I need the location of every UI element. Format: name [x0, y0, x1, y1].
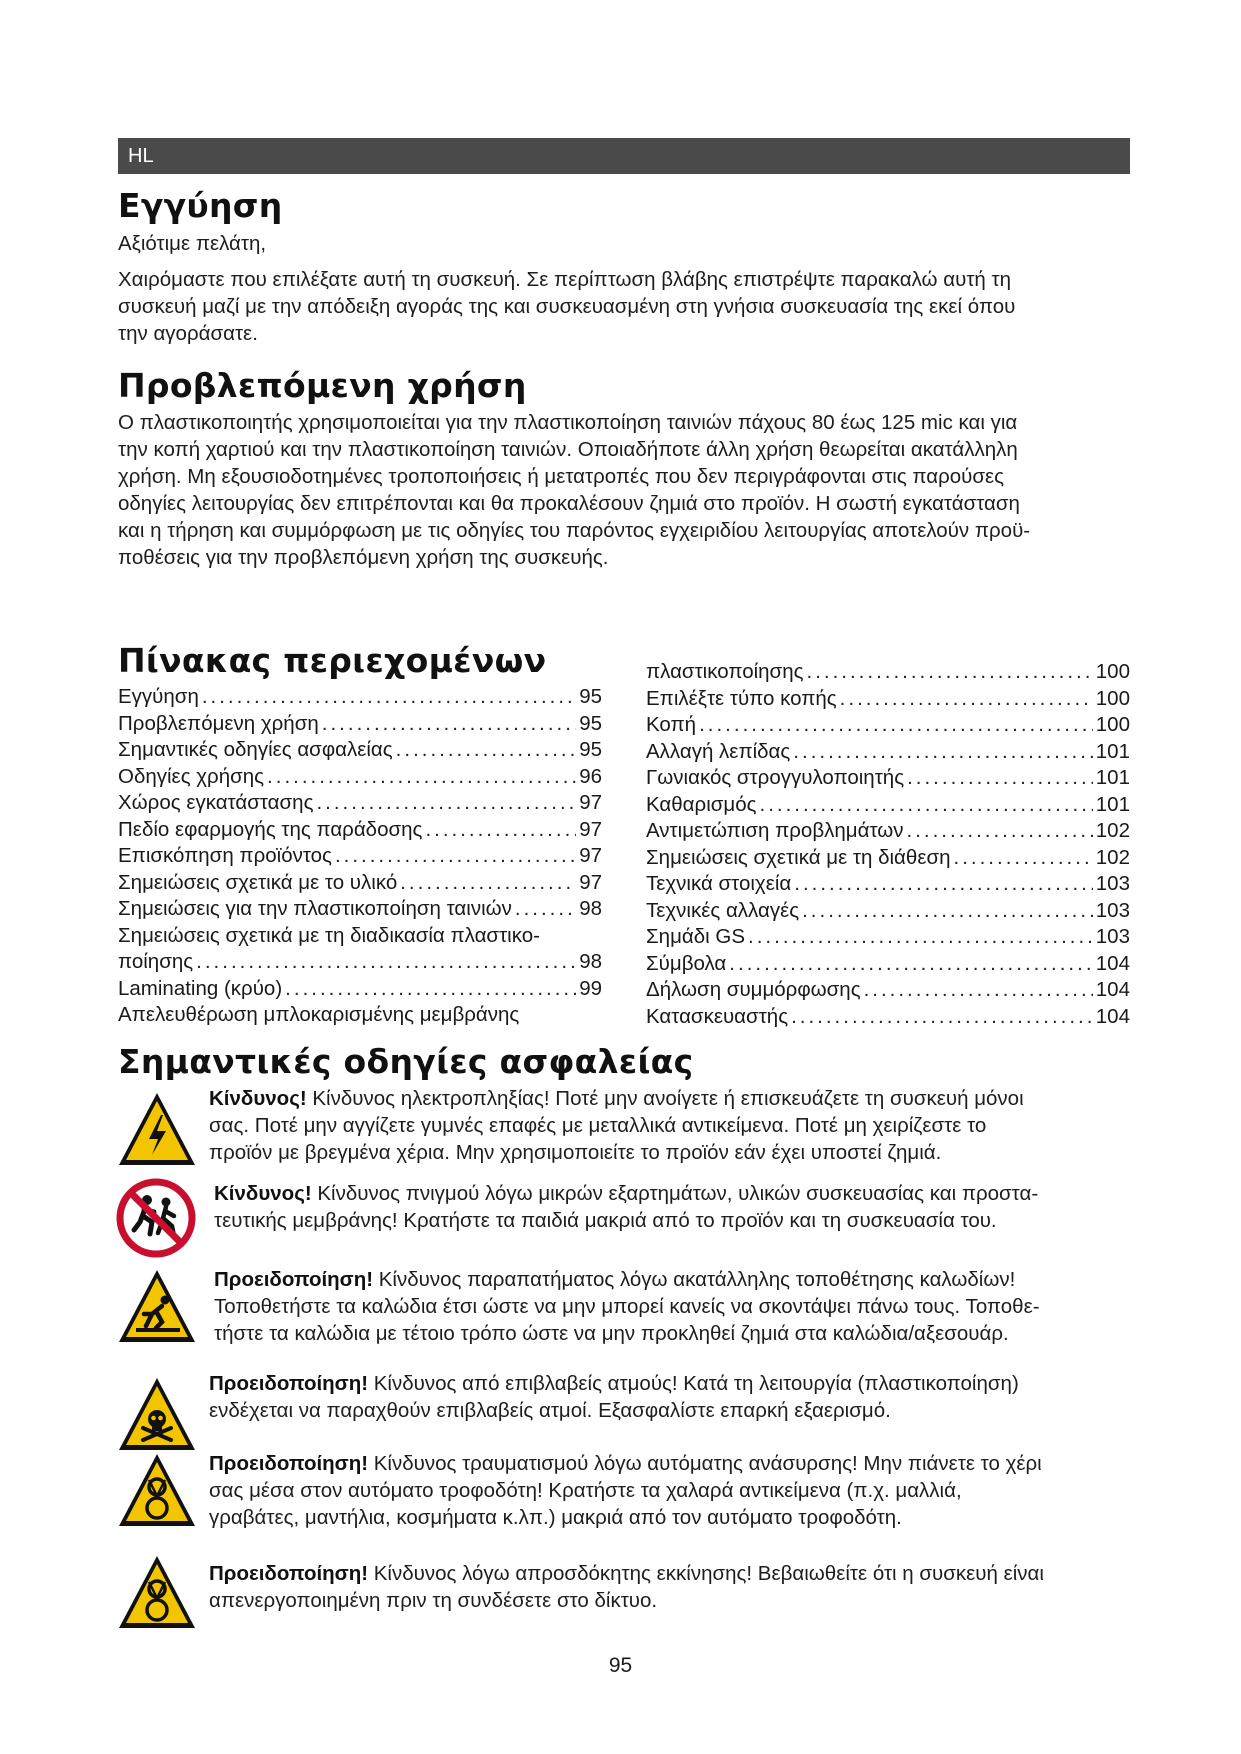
warning-unexpected-start	[116, 1560, 1132, 1650]
toc-entry-page: 101	[1095, 739, 1130, 763]
language-header-bar	[118, 138, 1130, 174]
toc-entry-title: Σύμβολα	[646, 951, 727, 975]
intended-use-line: χρήση. Μη εξουσιοδοτημένες τροποποιήσεις ή μετατροπές που δεν περιγράφονται στις παρούσες	[118, 465, 1005, 488]
rollers-entanglement-warning-icon	[116, 1450, 198, 1532]
toc-entry	[118, 737, 602, 764]
toc-entry-page: 99	[579, 976, 602, 1000]
toc-leader-dots	[907, 765, 1093, 792]
toc-entry	[118, 870, 602, 897]
toc-entry-page: 97	[579, 791, 602, 814]
toc-entry-title: Σημειώσεις σχετικά με τη διάθεση	[646, 845, 951, 869]
warning-label: Προειδοποίηση!	[209, 1372, 369, 1395]
toc-entry	[118, 976, 602, 1003]
intended-use-line: ποθέσεις για την προβλεπόμενη χρήση της συσκευής.	[118, 546, 609, 569]
toc-entry-title: Αλλαγή λεπίδας	[646, 739, 791, 763]
toc-entry-page: 102	[1095, 819, 1130, 842]
toc-entry-page: 103	[1095, 872, 1130, 895]
warning-text	[209, 1450, 1042, 1531]
intended-use-text	[118, 409, 1030, 571]
toc-entry-title: Επιλέξτε τύπο κοπής	[646, 686, 837, 710]
toc-left-column	[118, 684, 602, 1029]
toc-entry: Απελευθέρωση μπλοκαρισμένης μεμβράνης	[118, 1003, 520, 1026]
toc-entry-page: 98	[579, 950, 602, 973]
warning-line: γραβάτες, μαντήλια, κοσμήματα κ.λπ.) μακριά από τον αυτόματο τροφοδότη.	[209, 1506, 902, 1529]
toc-entry-title: Τεχνικά στοιχεία	[646, 872, 792, 895]
toc-entry-page: 102	[1095, 845, 1130, 869]
warranty-line: Χαιρόμαστε που επιλέξατε αυτή τη συσκευή. Σε περίπτωση βλάβης επιστρέψτε παρακαλώ αυτή τη	[118, 268, 1012, 291]
electric-shock-warning-icon	[116, 1089, 198, 1171]
toc-leader-dots	[791, 1004, 1093, 1031]
warning-line: Κίνδυνος λόγω απροσδόκητης εκκίνησης! Βεβαιωθείτε ότι η συσκευή είναι	[368, 1562, 1044, 1585]
toc-leader-dots	[907, 818, 1093, 845]
toc-entry-page: 97	[579, 844, 602, 867]
toc-entry	[118, 896, 602, 923]
toc-leader-dots	[396, 737, 577, 764]
toc-entry	[118, 790, 602, 817]
toxic-fumes-warning-icon	[116, 1374, 198, 1456]
warranty-line: την αγοράσατε.	[118, 322, 258, 345]
safety-heading: Σημαντικές οδηγίες ασφαλείας	[118, 1042, 694, 1081]
toc-entry-page: 95	[579, 738, 602, 761]
warning-line: προϊόν με βρεγμένα χέρια. Μην χρησιμοποιείτε το προϊόν εάν έχει υποστεί ζημιά.	[209, 1141, 942, 1164]
toc-entry: Σημειώσεις σχετικά με τη διαδικασία πλαστικο-	[118, 923, 540, 947]
toc-entry	[118, 949, 602, 976]
toc-entry	[646, 792, 1130, 819]
intended-use-line: και η τήρηση και συμμόρφωση με τις οδηγίες του παρόντος εγχειριδίου λειτουργίας αποτελούν προϋ-	[118, 519, 1031, 542]
toc-entry-title: ποίησης	[118, 950, 194, 973]
warning-label: Κίνδυνος!	[209, 1087, 307, 1110]
toc-entry	[646, 977, 1130, 1004]
warranty-text	[118, 266, 1015, 347]
toc-entry-page: 95	[579, 711, 602, 735]
toc-entry-title: Σημάδι GS	[646, 925, 746, 948]
warning-text	[209, 1370, 1019, 1424]
toc-entry-page: 95	[579, 685, 602, 708]
warning-line: Κίνδυνος παραπατήματος λόγω ακατάλληλης τοποθέτησης καλωδίων!	[373, 1268, 1016, 1291]
toc-leader-dots	[202, 684, 576, 711]
toc-heading: Πίνακας περιεχομένων	[118, 641, 547, 680]
toc-leader-dots	[316, 790, 576, 817]
toc-leader-dots	[400, 870, 576, 897]
warning-electric-shock	[116, 1085, 1132, 1185]
toc-entry	[646, 739, 1130, 766]
toc-leader-dots	[196, 949, 576, 976]
toc-entry	[646, 898, 1130, 925]
toc-entry	[646, 924, 1130, 951]
intended-use-line: την κοπή χαρτιού και την πλαστικοποίηση ταινιών. Οποιαδήποτε άλλη χρήση θεωρείται ακατάλληλη	[118, 438, 1018, 461]
toc-leader-dots	[285, 976, 576, 1003]
toc-entry	[646, 1004, 1130, 1031]
toc-entry-page: 104	[1095, 951, 1130, 975]
warning-line: Κίνδυνος από επιβλαβείς ατμούς! Κατά τη λειτουργία (πλαστικοποίηση)	[368, 1372, 1019, 1395]
toc-entry-title: Γωνιακός στρογγυλοποιητής	[646, 766, 905, 789]
intended-use-line: οδηγίες λειτουργίας δεν επιτρέπονται και θα προκαλέσουν ζημιά στο προϊόν. Η σωστή εγκατάσταση	[118, 492, 1020, 515]
warning-label: Προειδοποίηση!	[209, 1562, 369, 1585]
toc-entry-title: Εγγύηση	[118, 685, 199, 708]
toc-entry-title: πλαστικοποίησης	[646, 660, 804, 683]
toc-entry	[646, 871, 1130, 898]
toc-leader-dots	[793, 739, 1092, 766]
toc-entry	[118, 843, 602, 870]
toc-entry-title: Πεδίο εφαρμογής της παράδοσης	[118, 817, 423, 841]
toc-entry-page: 101	[1095, 792, 1130, 816]
toc-entry	[118, 684, 602, 711]
warning-roller-entanglement	[116, 1450, 1132, 1550]
toc-entry	[646, 659, 1130, 686]
warning-label: Κίνδυνος!	[214, 1182, 312, 1205]
toc-entry-page: 104	[1095, 978, 1130, 1001]
toc-entry-page: 96	[579, 764, 602, 788]
warning-label: Προειδοποίηση!	[209, 1452, 369, 1475]
toc-right-column	[646, 659, 1130, 1030]
toc-leader-dots	[748, 924, 1093, 951]
toc-entry-page: 104	[1095, 1004, 1130, 1028]
toc-leader-dots	[954, 845, 1093, 872]
toc-entry	[118, 817, 602, 844]
toc-entry-page: 103	[1095, 925, 1130, 948]
warning-trip-hazard	[116, 1266, 1132, 1356]
toc-leader-dots	[425, 817, 576, 844]
toc-entry	[118, 764, 602, 791]
toc-leader-dots	[267, 764, 576, 791]
warning-text	[209, 1085, 1024, 1166]
unexpected-start-warning-icon	[116, 1552, 198, 1634]
toc-entry-title: Laminating (κρύο)	[118, 976, 283, 1000]
warning-text	[214, 1266, 1040, 1347]
warning-line: Τοποθετήστε τα καλώδια έτσι ώστε να μην μπορεί κανείς να σκοντάψει πάνω τους. Τοποθε-	[214, 1295, 1040, 1318]
language-code: HL	[128, 145, 154, 167]
toc-entry-title: Καθαρισμός	[646, 792, 757, 816]
toc-entry-title: Σημειώσεις για την πλαστικοποίηση ταινιών	[118, 897, 512, 920]
page-number: 95	[608, 1654, 633, 1677]
toc-entry-title: Οδηγίες χρήσης	[118, 764, 265, 788]
toc-entry-title: Σημαντικές οδηγίες ασφαλείας	[118, 738, 393, 761]
warning-line: σας μέσα στον αυτόματο τροφοδότη! Κρατήστε τα χαλαρά αντικείμενα (π.χ. μαλλιά,	[209, 1479, 962, 1502]
toc-leader-dots	[840, 686, 1093, 713]
intended-use-line: Ο πλαστικοποιητής χρησιμοποιείται για την πλαστικοποίηση ταινιών πάχους 80 έως 125 mic και για	[118, 411, 1018, 434]
warning-line: Κίνδυνος τραυματισμού λόγω αυτόματης ανάσυρσης! Μην πιάνετε το χέρι	[368, 1452, 1042, 1475]
toc-leader-dots	[335, 843, 576, 870]
toc-entry-title: Αντιμετώπιση προβλημάτων	[646, 819, 904, 842]
warning-label: Προειδοποίηση!	[214, 1268, 374, 1291]
toc-entry	[646, 845, 1130, 872]
warning-line: Κίνδυνος ηλεκτροπληξίας! Ποτέ μην ανοίγετε ή επισκευάζετε τη συσκευή μόνοι	[306, 1087, 1024, 1110]
warning-line: τήστε τα καλώδια με τέτοιο τρόπο ώστε να μην προκληθεί ζημιά στα καλώδια/αξεσουάρ.	[214, 1322, 1009, 1345]
toc-entry	[646, 765, 1130, 792]
warranty-heading: Εγγύηση	[118, 186, 283, 225]
warning-line: απενεργοποιημένη πριν τη συνδέσετε στο δίκτυο.	[209, 1589, 658, 1612]
toc-entry-title: Σημειώσεις σχετικά με το υλικό	[118, 870, 398, 894]
toc-entry-page: 100	[1095, 713, 1130, 736]
toc-leader-dots	[729, 951, 1092, 978]
warranty-line: συσκευή μαζί με την απόδειξη αγοράς της και συσκευασμένη στη γνήσια συσκευασία της εκεί όπου	[118, 295, 1016, 318]
toc-entry-title: Δήλωση συμμόρφωσης	[646, 978, 861, 1001]
warning-line: ενδέχεται να παραχθούν επιβλαβείς ατμοί. Εξασφαλίστε επαρκή εξαερισμό.	[209, 1399, 891, 1422]
toc-entry-page: 103	[1095, 898, 1130, 922]
toc-leader-dots	[515, 896, 576, 923]
toc-leader-dots	[807, 659, 1093, 686]
toc-leader-dots	[802, 898, 1093, 925]
warning-text	[214, 1180, 1038, 1234]
toc-leader-dots	[322, 711, 576, 738]
toc-entry-page: 100	[1095, 686, 1130, 710]
toc-entry-page: 98	[579, 897, 602, 920]
toc-leader-dots	[760, 792, 1093, 819]
toc-entry-title: Επισκόπηση προϊόντος	[118, 844, 332, 867]
toc-leader-dots	[699, 712, 1093, 739]
warning-toxic-fumes	[116, 1370, 1132, 1455]
toc-entry-page: 97	[579, 870, 602, 894]
toc-entry	[646, 951, 1130, 978]
toc-leader-dots	[794, 871, 1093, 898]
intended-use-heading: Προβλεπόμενη χρήση	[118, 366, 527, 405]
toc-entry-title: Προβλεπόμενη χρήση	[118, 711, 319, 735]
toc-entry-title: Χώρος εγκατάστασης	[118, 791, 314, 814]
toc-entry-title: Κατασκευαστής	[646, 1004, 789, 1028]
warning-line: σας. Ποτέ μην αγγίζετε γυμνές επαφές με μεταλλικά αντικείμενα. Ποτέ μη χειρίζεστε το	[209, 1114, 987, 1137]
trip-hazard-warning-icon	[116, 1266, 198, 1348]
greeting: Αξιότιμε πελάτη,	[118, 232, 267, 255]
toc-entry-title: Κοπή	[646, 713, 697, 736]
toc-entry-title: Τεχνικές αλλαγές	[646, 898, 800, 922]
toc-entry	[118, 711, 602, 738]
toc-entry-page: 97	[579, 817, 602, 841]
keep-away-from-children-icon	[116, 1178, 196, 1258]
toc-entry	[646, 712, 1130, 739]
toc-entry	[646, 686, 1130, 713]
toc-entry-page: 101	[1095, 766, 1130, 789]
warning-children	[116, 1180, 1132, 1260]
warning-line: Κίνδυνος πνιγμού λόγω μικρών εξαρτημάτων, υλικών συσκευασίας και προστα-	[311, 1182, 1039, 1205]
toc-entry	[646, 818, 1130, 845]
warning-line: τευτικής μεμβράνης! Κρατήστε τα παιδιά μακριά από το προϊόν και τη συσκευασία του.	[214, 1209, 997, 1232]
warning-text	[209, 1560, 1044, 1614]
toc-entry-page: 100	[1095, 660, 1130, 683]
toc-leader-dots	[864, 977, 1093, 1004]
